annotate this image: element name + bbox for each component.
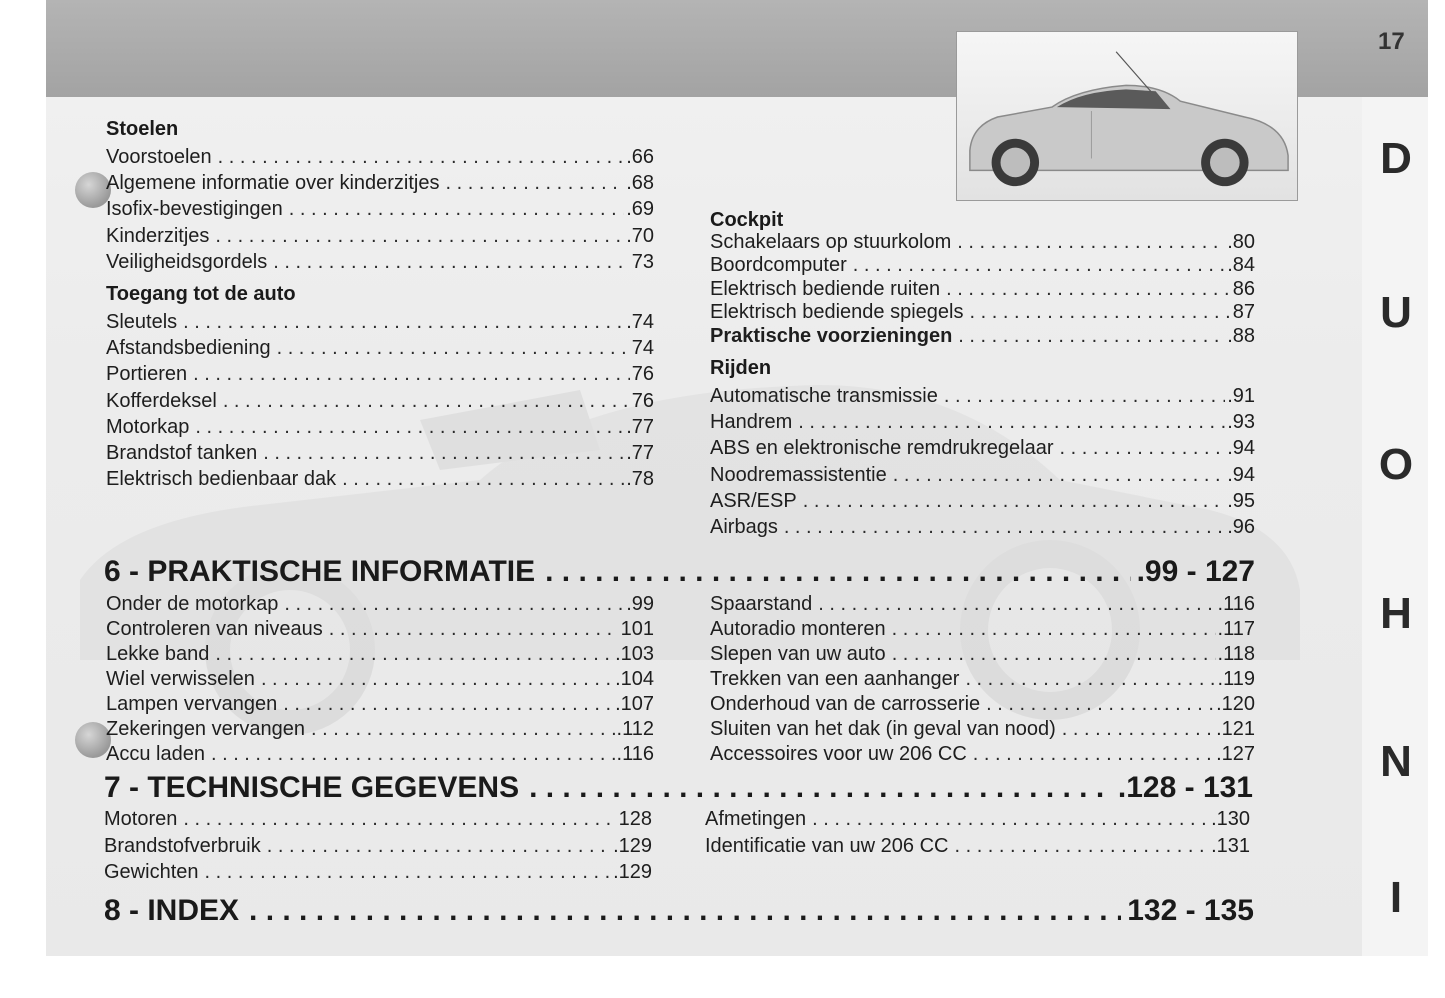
toc-entry-label: Elektrisch bedienbaar dak — [106, 468, 337, 491]
toc-entry[interactable] — [710, 514, 1255, 540]
toc-entry-label: Afmetingen — [705, 808, 807, 830]
toc-list-chapter6-right — [710, 592, 1255, 767]
toc-entry-label: Slepen van uw auto — [710, 643, 886, 665]
car-photo — [956, 31, 1298, 201]
toc-entry[interactable] — [106, 335, 654, 361]
toc-entry-label: Noodremassistentie — [710, 463, 887, 486]
vertical-title-letter: I — [1389, 873, 1403, 922]
toc-list-cockpit — [710, 231, 1255, 348]
toc-entry-page: .116 — [1217, 593, 1255, 615]
vertical-title-letter: H — [1380, 589, 1412, 638]
toc-entry-page: .107 — [615, 693, 654, 715]
chapter-heading-7[interactable] — [104, 771, 1253, 805]
toc-entry-page: .131 — [1211, 834, 1250, 857]
section-heading-toegang: Toegang tot de auto — [106, 283, 296, 305]
toc-entry-label: Lampen vervangen — [106, 693, 278, 715]
toc-entry-page: .121 — [1216, 718, 1255, 740]
vertical-title-letter: U — [1380, 288, 1412, 337]
toc-entry[interactable] — [710, 642, 1255, 667]
toc-entry-label: Automatische transmissie — [710, 385, 938, 407]
toc-entry-page: .96 — [1227, 516, 1255, 539]
toc-entry-page: .68 — [626, 172, 654, 195]
vertical-title-letter: D — [1380, 134, 1412, 183]
toc-entry-page: .77 — [626, 442, 654, 465]
chapter-pages: .99 - 127 — [1136, 555, 1255, 588]
toc-entry-label: ASR/ESP — [710, 489, 797, 512]
toc-entry-page: .77 — [626, 415, 654, 438]
toc-entry[interactable] — [106, 692, 654, 717]
toc-entry-page: 87 — [1232, 301, 1255, 324]
toc-entry-page: .93 — [1227, 411, 1255, 434]
toc-entry-page: 86 — [1232, 277, 1255, 300]
toc-entry-label: Autoradio monteren — [710, 618, 886, 640]
toc-entry-label: Motoren — [104, 808, 178, 830]
toc-entry[interactable] — [710, 325, 1255, 348]
toc-entry-label: Voorstoelen — [106, 146, 212, 168]
chapter-title: 7 - TECHNISCHE GEGEVENS — [104, 771, 520, 804]
toc-entry-page: .94 — [1227, 463, 1255, 486]
section-heading-cockpit: Cockpit — [710, 209, 784, 231]
toc-entry-page: .112 — [616, 718, 654, 740]
toc-entry-label: Brandstof tanken — [106, 442, 258, 465]
toc-entry-page: 76 — [631, 363, 654, 386]
toc-entry-label: Isofix-bevestigingen — [106, 198, 283, 221]
toc-list-chapter7-left — [104, 806, 652, 886]
toc-entry-page: 73 — [631, 250, 654, 273]
toc-entry[interactable] — [106, 667, 654, 692]
toc-entry[interactable] — [710, 383, 1255, 409]
toc-list-chapter6-left — [106, 592, 654, 767]
toc-entry-label: Motorkap — [106, 415, 190, 438]
toc-entry[interactable] — [106, 309, 654, 335]
toc-entry-label: Kinderzitjes — [106, 224, 210, 247]
toc-entry-label: Handrem — [710, 411, 793, 434]
toc-entry[interactable] — [106, 414, 654, 440]
toc-entry-page: .120 — [1216, 693, 1255, 715]
toc-entry[interactable] — [710, 254, 1255, 277]
toc-entry-label: Veiligheidsgordels — [106, 250, 268, 273]
toc-entry[interactable] — [106, 388, 654, 414]
toc-entry-page: .74 — [626, 311, 654, 333]
toc-entry-label: Spaarstand — [710, 593, 813, 615]
toc-entry[interactable] — [710, 592, 1255, 617]
toc-entry-label: Elektrisch bediende spiegels — [710, 301, 964, 324]
toc-entry-label: Portieren — [106, 363, 188, 386]
toc-entry[interactable] — [710, 692, 1255, 717]
toc-entry-page: .69 — [626, 198, 654, 221]
toc-entry[interactable] — [104, 806, 652, 833]
toc-entry-page: .117 — [1217, 618, 1255, 640]
section-heading-stoelen: Stoelen — [106, 118, 179, 140]
toc-entry[interactable] — [106, 361, 654, 387]
chapter-pages: 132 - 135 — [1127, 894, 1254, 927]
toc-entry-page: .116 — [616, 743, 654, 765]
toc-entry-label: Schakelaars op stuurkolom — [710, 231, 952, 253]
toc-entry[interactable] — [106, 742, 654, 767]
toc-entry-page: .129 — [613, 861, 652, 883]
toc-entry[interactable] — [710, 488, 1255, 514]
toc-entry-label: Sleutels — [106, 311, 178, 333]
toc-entry[interactable] — [710, 717, 1255, 742]
toc-entry-label: Elektrisch bediende ruiten — [710, 277, 941, 300]
toc-entry-page: .104 — [615, 668, 654, 690]
toc-entry-label: Identificatie van uw 206 CC — [705, 834, 949, 857]
toc-entry-page: .78 — [626, 468, 654, 491]
toc-entry-label: Zekeringen vervangen — [106, 718, 306, 740]
toc-entry-page: .80 — [1227, 231, 1255, 253]
chapter-pages: .128 - 131 — [1117, 771, 1253, 804]
toc-entry[interactable] — [106, 642, 654, 667]
toc-entry[interactable] — [106, 196, 654, 222]
toc-entry-page: .94 — [1227, 437, 1255, 460]
toc-entry[interactable] — [710, 617, 1255, 642]
toc-entry[interactable] — [106, 617, 654, 642]
vertical-title-letter: O — [1378, 440, 1414, 489]
toc-entry-label: Brandstofverbruik — [104, 834, 261, 857]
toc-entry-page: .118 — [1217, 643, 1255, 665]
toc-entry-page: .95 — [1227, 489, 1255, 512]
toc-entry[interactable] — [705, 806, 1250, 833]
toc-entry-page: .103 — [615, 643, 654, 665]
toc-entry-label: Accessoires voor uw 206 CC — [710, 743, 967, 765]
chapter-heading-8[interactable] — [104, 894, 1254, 928]
toc-entry-label: Boordcomputer — [710, 254, 847, 277]
toc-entry[interactable] — [106, 170, 654, 196]
toc-entry[interactable] — [710, 667, 1255, 692]
toc-entry[interactable] — [710, 301, 1255, 324]
toc-entry[interactable] — [710, 435, 1255, 461]
toc-entry[interactable] — [710, 742, 1255, 767]
toc-list-stoelen — [106, 144, 654, 275]
toc-list-chapter7-right — [705, 806, 1250, 859]
toc-entry-label: Onder de motorkap — [106, 593, 279, 615]
toc-entry[interactable] — [106, 223, 654, 249]
toc-entry-label: Afstandsbediening — [106, 337, 271, 360]
toc-entry[interactable] — [106, 466, 654, 492]
toc-entry-label: Controleren van niveaus — [106, 618, 323, 640]
toc-entry-page: .91 — [1227, 385, 1255, 407]
toc-entry-page: 76 — [631, 389, 654, 412]
toc-entry-label: Trekken van een aanhanger — [710, 668, 960, 690]
toc-entry-label: Praktische voorzieningen — [710, 324, 953, 347]
toc-entry-label: Onderhoud van de carrosserie — [710, 693, 981, 715]
page-number: 17 — [1378, 28, 1405, 55]
toc-entry[interactable] — [710, 462, 1255, 488]
toc-entry[interactable] — [710, 231, 1255, 254]
toc-entry[interactable] — [106, 249, 654, 275]
toc-entry-page: .88 — [1227, 324, 1255, 347]
toc-entry-label: Gewichten — [104, 861, 199, 883]
toc-entry-page: 128 — [618, 808, 652, 830]
toc-list-toegang — [106, 309, 654, 492]
chapter-heading-6[interactable] — [104, 555, 1255, 589]
toc-entry-page: .70 — [626, 224, 654, 247]
toc-entry-page: .130 — [1211, 808, 1250, 830]
toc-entry-label: Sluiten van het dak (in geval van nood) — [710, 718, 1056, 740]
toc-entry-label: Lekke band — [106, 643, 210, 665]
toc-entry-page: .127 — [1216, 743, 1255, 765]
toc-entry-page: 101 — [620, 618, 654, 640]
toc-list-rijden — [710, 383, 1255, 540]
vertical-title-letter: N — [1380, 737, 1412, 786]
toc-entry-label: Kofferdeksel — [106, 389, 217, 412]
toc-entry[interactable] — [710, 278, 1255, 301]
toc-entry[interactable] — [106, 717, 654, 742]
toc-entry-page: .84 — [1227, 254, 1255, 277]
toc-entry[interactable] — [104, 833, 652, 860]
chapter-title: 6 - PRAKTISCHE INFORMATIE — [104, 555, 536, 588]
toc-entry[interactable] — [705, 833, 1250, 860]
side-strip — [1362, 97, 1428, 956]
section-heading-rijden: Rijden — [710, 357, 772, 379]
toc-entry-label: Wiel verwisselen — [106, 668, 255, 690]
toc-entry-label: Airbags — [710, 516, 778, 539]
toc-entry[interactable] — [104, 859, 652, 886]
toc-entry-label: ABS en elektronische remdrukregelaar — [710, 437, 1054, 460]
toc-entry-page: 74 — [631, 337, 654, 360]
toc-entry[interactable] — [106, 144, 654, 170]
toc-entry-page: .119 — [1217, 668, 1255, 690]
toc-entry-label: Accu laden — [106, 743, 205, 765]
toc-entry-page: .66 — [626, 146, 654, 168]
toc-entry-label: Algemene informatie over kinderzitjes — [106, 172, 440, 195]
toc-entry[interactable] — [106, 440, 654, 466]
toc-entry-page: .99 — [626, 593, 654, 615]
toc-entry[interactable] — [710, 409, 1255, 435]
toc-entry[interactable] — [106, 592, 654, 617]
toc-entry-page: .129 — [613, 834, 652, 857]
chapter-title: 8 - INDEX — [104, 894, 240, 927]
